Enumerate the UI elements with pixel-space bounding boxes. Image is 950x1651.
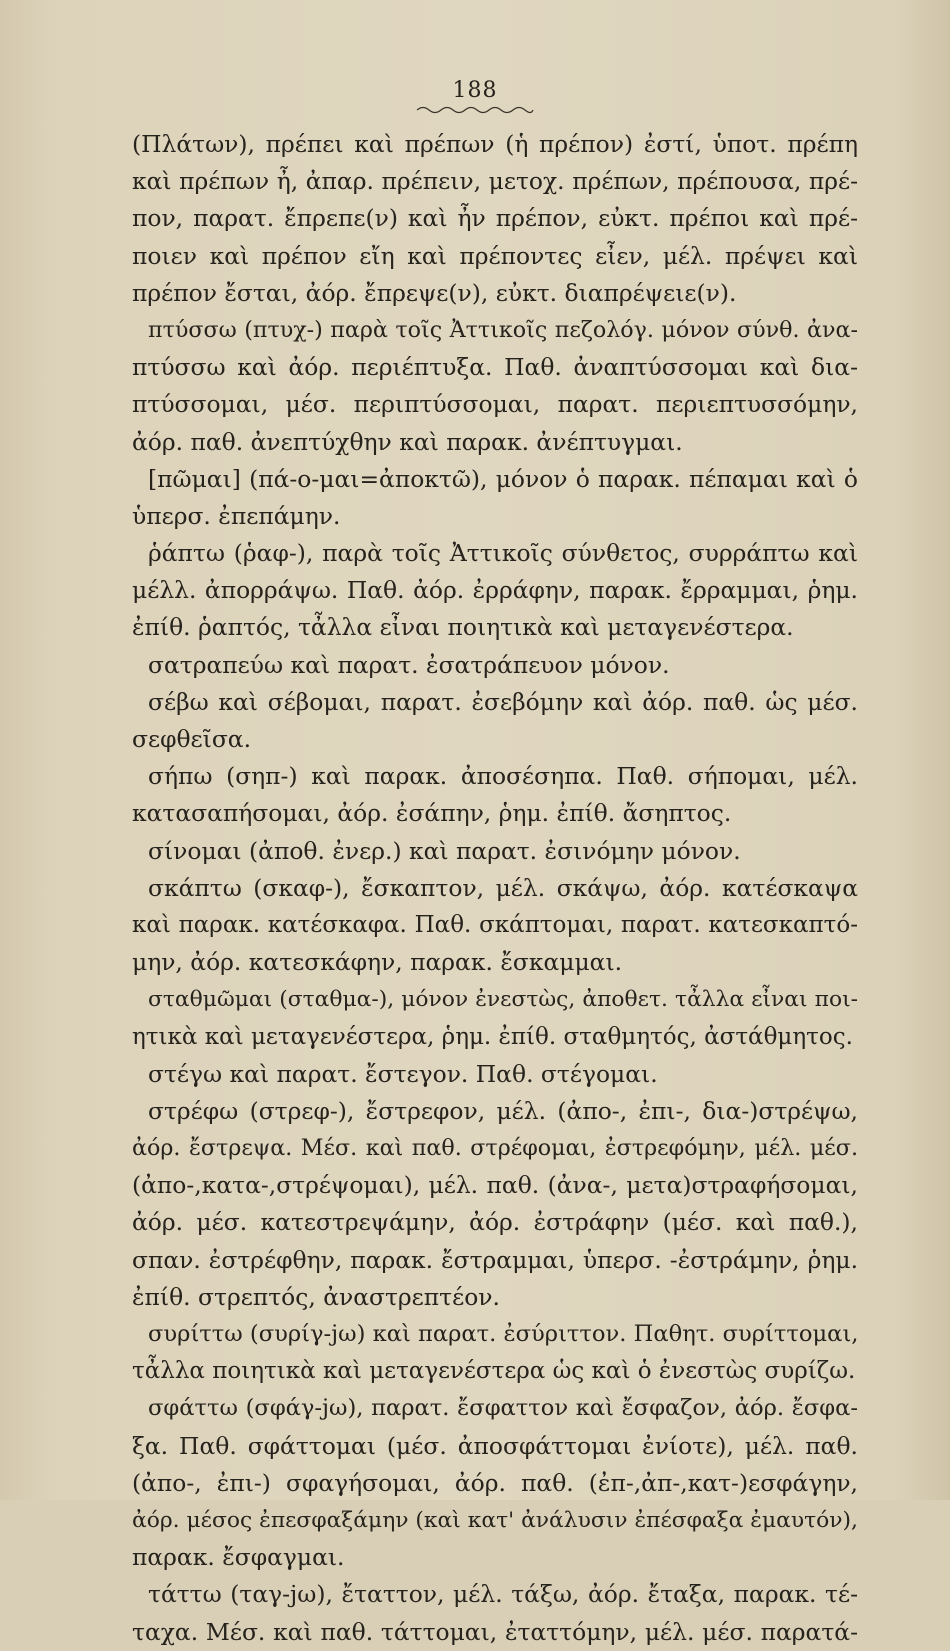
entry-line: σίνομαι (ἀποθ. ἐνερ.) καὶ παρατ. ἐσινόμην μόνον. bbox=[148, 836, 741, 865]
text-line: ἐπίθ. στρεπτός, ἀναστρεπτέον. bbox=[132, 1282, 500, 1311]
text-line: ποιεν καὶ πρέπον εἴη καὶ πρέποντες εἶεν, μέλ. πρέψει καὶ bbox=[132, 241, 858, 270]
entry-line: στέγω καὶ παρατ. ἔστεγον. Παθ. στέγομαι. bbox=[148, 1059, 658, 1088]
entry-line: [πῶμαι] (πά-ο-μαι=ἀποκτῶ), μόνον ὁ παρακ. πέπαμαι καὶ ὁ bbox=[148, 464, 858, 493]
text-line: σεφθεῖσα. bbox=[132, 725, 252, 753]
text-line: καὶ παρακ. κατέσκαφα. Παθ. σκάπτομαι, παρατ. κατεσκαπτό- bbox=[132, 911, 858, 938]
entry-line: πτύσσω (πτυχ-) παρὰ τοῖς Ἀττικοῖς πεζολόγ. μόνον σύνθ. ἀνα- bbox=[148, 316, 858, 343]
text-line: ἀόρ. ἔστρεψα. Μέσ. καὶ παθ. στρέφομαι, ἐστρεφόμην, μέλ. μέσ. bbox=[132, 1135, 858, 1162]
decorative-rule-icon bbox=[415, 104, 535, 116]
entry-line: σήπω (σηπ-) καὶ παρακ. ἀποσέσηπα. Παθ. σήπομαι, μέλ. bbox=[148, 762, 858, 791]
text-line: ὑπερσ. ἐπεπάμην. bbox=[132, 501, 341, 530]
entry-line: σφάττω (σφάγ-jω), παρατ. ἔσφαττον καὶ ἔσφαζον, ἀόρ. ἔσφα- bbox=[148, 1395, 858, 1422]
text-line: παρακ. ἔσφαγμαι. bbox=[132, 1543, 345, 1572]
text-line: τἆλλα ποιητικὰ καὶ μεταγενέστερα ὡς καὶ ὁ ἐνεστὼς συρίζω. bbox=[132, 1358, 856, 1385]
text-line: ἀόρ. παθ. ἀνεπτύχθην καὶ παρακ. ἀνέπτυγμαι. bbox=[132, 427, 683, 456]
body-text bbox=[132, 126, 858, 1651]
text-line: κατασαπήσομαι, ἀόρ. ἐσάπην, ῥημ. ἐπίθ. ἄσηπτος. bbox=[132, 799, 732, 828]
text-line: (Πλάτων), πρέπει καὶ πρέπων (ἡ πρέπον) ἐστί, ὑποτ. πρέπη bbox=[132, 130, 858, 158]
text-line: πον, παρατ. ἔπρεπε(ν) καὶ ἦν πρέπον, εὐκτ. πρέποι καὶ πρέ- bbox=[132, 204, 858, 233]
entry-line: σατραπεύω καὶ παρατ. ἐσατράπευον μόνον. bbox=[148, 650, 670, 679]
text-line: (ἀπο-,κατα-,στρέψομαι), μέλ. παθ. (ἀνα-, μετα)στραφήσομαι, bbox=[132, 1171, 858, 1200]
page-number: 188 bbox=[452, 78, 498, 103]
entry-line: συρίττω (συρίγ-jω) καὶ παρατ. ἐσύριττον. Παθητ. συρίττομαι, bbox=[148, 1321, 858, 1347]
text-line: μην, ἀόρ. κατεσκάφην, παρακ. ἔσκαμμαι. bbox=[132, 948, 623, 977]
text-line: ἀόρ. μέσος ἐπεσφαξάμην (καὶ κατ' ἀνάλυσιν ἐπέσφαξα ἐμαυτόν), bbox=[132, 1507, 858, 1533]
entry-line: στρέφω (στρεφ-), ἔστρεφον, μέλ. (ἀπο-, ἐπι-, δια-)στρέψω, bbox=[148, 1096, 858, 1125]
text-line: ἐπίθ. ῥαπτός, τἆλλα εἶναι ποιητικὰ καὶ μεταγενέστερα. bbox=[132, 613, 794, 642]
text-line: ἀόρ. μέσ. κατεστρεψάμην, ἀόρ. ἐστράφην (μέσ. καὶ παθ.), bbox=[132, 1208, 858, 1237]
text-line: πτύσσομαι, μέσ. περιπτύσσομαι, παρατ. περιεπτυσσόμην, bbox=[132, 390, 858, 419]
text-line: πτύσσω καὶ ἀόρ. περιέπτυξα. Παθ. ἀναπτύσσομαι καὶ δια- bbox=[132, 353, 858, 382]
text-line: σπαν. ἐστρέφθην, παρακ. ἔστραμμαι, ὑπερσ. -ἐστράμην, ῥημ. bbox=[132, 1245, 858, 1274]
text-line: ταχα. Μέσ. καὶ παθ. τάττομαι, ἐταττόμην, μέλ. μέσ. παρατά- bbox=[132, 1617, 858, 1646]
text-line: μέλλ. ἀπορράψω. Παθ. ἀόρ. ἐρράφην, παρακ. ἔρραμμαι, ῥημ. bbox=[132, 576, 858, 605]
entry-line: ῥάπτω (ῥαφ-), παρὰ τοῖς Ἀττικοῖς σύνθετος, συρράπτω καὶ bbox=[148, 539, 858, 568]
text-line: ητικὰ καὶ μεταγενέστερα, ῥημ. ἐπίθ. σταθμητός, ἀστάθμητος. bbox=[132, 1023, 853, 1050]
text-line: ξα. Παθ. σφάττομαι (μέσ. ἀποσφάττομαι ἐνίοτε), μέλ. παθ. bbox=[132, 1431, 858, 1460]
text-line: (ἀπο-, ἐπι-) σφαγήσομαι, ἀόρ. παθ. (ἐπ-,ἀπ-,κατ-)εσφάγην, bbox=[132, 1468, 858, 1497]
entry-line: σέβω καὶ σέβομαι, παρατ. ἐσεβόμην καὶ ἀόρ. παθ. ὡς μέσ. bbox=[148, 687, 858, 716]
text-line: πρέπον ἔσται, ἀόρ. ἔπρεψε(ν), εὐκτ. διαπρέψειε(ν). bbox=[132, 278, 737, 307]
entry-line: τάττω (ταγ-jω), ἔταττον, μέλ. τάξω, ἀόρ. ἔταξα, παρακ. τέ- bbox=[148, 1580, 858, 1609]
entry-line: σταθμῶμαι (σταθμα-), μόνον ἐνεστὼς, ἀποθετ. τἆλλα εἶναι ποι- bbox=[148, 987, 858, 1013]
text-line: καὶ πρέπων ἦ, ἀπαρ. πρέπειν, μετοχ. πρέπων, πρέπουσα, πρέ- bbox=[132, 167, 858, 196]
entry-line: σκάπτω (σκαφ-), ἔσκαπτον, μέλ. σκάψω, ἀόρ. κατέσκαψα bbox=[148, 873, 858, 902]
